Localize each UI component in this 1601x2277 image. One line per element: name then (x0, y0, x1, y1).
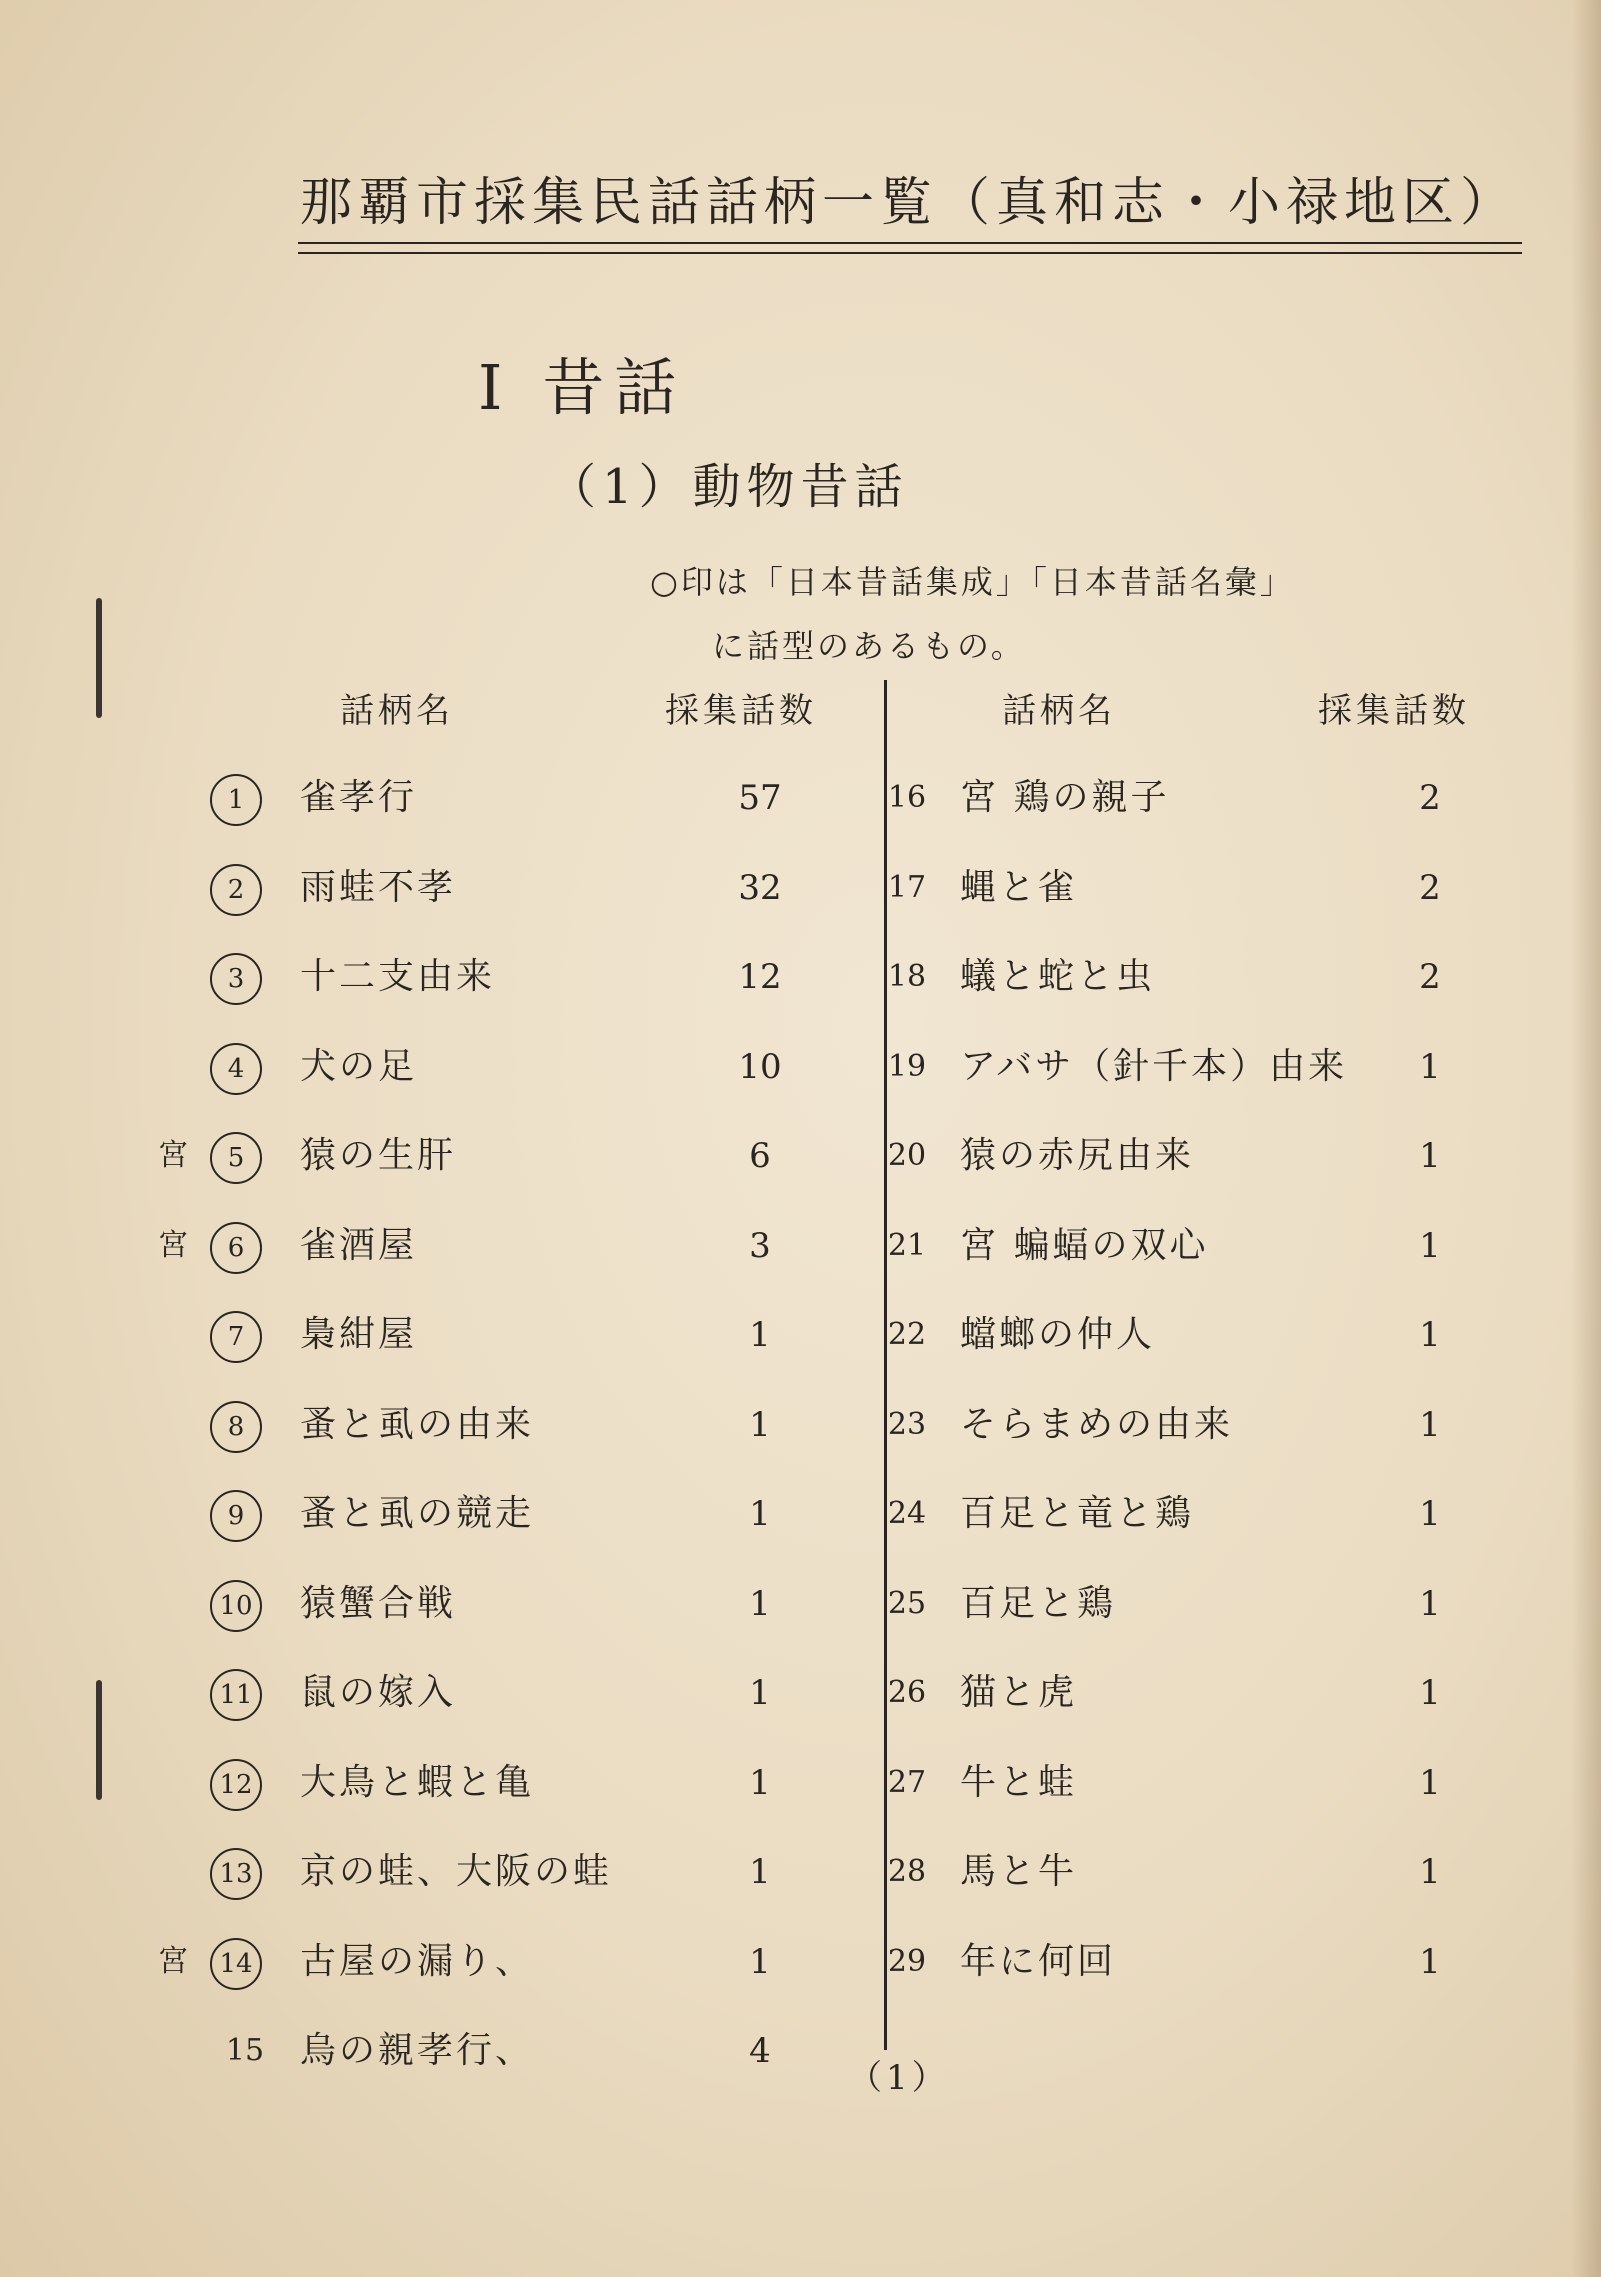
tale-name: 宮 鶏の親子 (960, 777, 1170, 818)
tale-name: 雀孝行 (300, 777, 418, 818)
tale-name: 猫と虎 (960, 1672, 1078, 1713)
annotation-mark: 宮 (158, 1943, 188, 1979)
tale-count: 1 (749, 1762, 771, 1803)
tale-name: 年に何回 (960, 1940, 1117, 1982)
tale-name: 百足と竜と鶏 (960, 1493, 1195, 1534)
tale-name: 蝿と雀 (960, 866, 1078, 908)
tale-count: 3 (749, 1225, 771, 1266)
tale-count: 2 (1419, 957, 1441, 997)
table-row (0, 1126, 1601, 1186)
row-number: 28 (887, 1854, 927, 1889)
tale-count: 1 (749, 1673, 771, 1713)
tale-count: 1 (749, 1852, 771, 1892)
row-number: 18 (887, 959, 927, 994)
tale-name: 百足と鶏 (960, 1582, 1117, 1624)
tale-count: 1 (749, 1404, 771, 1445)
tale-count: 2 (1419, 778, 1441, 818)
page-number: （1） (848, 2058, 950, 2098)
section-heading: Ⅰ 昔話 (478, 351, 687, 424)
row-number: 14 (210, 1938, 262, 1990)
tale-count: 1 (749, 1583, 771, 1624)
tale-name: 大鳥と蝦と亀 (300, 1761, 535, 1803)
row-number: 27 (887, 1764, 927, 1800)
tale-name: 蟷螂の仲人 (960, 1314, 1156, 1355)
table-row (0, 2021, 1601, 2081)
tale-count: 1 (1419, 1225, 1441, 1266)
table-row (0, 858, 1601, 918)
tale-count: 1 (1419, 1673, 1441, 1713)
tale-count: 6 (749, 1136, 771, 1176)
left-header-count: 採集話数 (665, 691, 817, 731)
tale-count: 32 (738, 867, 782, 908)
tale-count: 1 (1419, 1494, 1441, 1534)
right-header-name: 話柄名 (1002, 691, 1116, 731)
row-number: 22 (887, 1317, 927, 1352)
row-number: 26 (887, 1675, 927, 1710)
row-number: 11 (210, 1669, 262, 1721)
table-row (0, 1484, 1601, 1544)
row-number: 9 (210, 1490, 262, 1542)
tale-name: 梟紺屋 (300, 1314, 418, 1355)
legend-note-line1: ○印は「日本昔話集成」「日本昔話名彙」 (650, 563, 1295, 601)
legend-note (650, 550, 1295, 678)
tale-name: 犬の足 (300, 1045, 418, 1087)
tale-count: 1 (749, 1315, 771, 1355)
tale-name: 古屋の漏り、 (300, 1940, 535, 1982)
tale-name: 京の蛙、大阪の蛙 (300, 1851, 613, 1892)
tale-count: 1 (1419, 1136, 1441, 1176)
tale-name: アバサ（針千本）由来 (960, 1045, 1348, 1087)
table-row (0, 768, 1601, 828)
table-row (0, 1842, 1601, 1902)
tale-name: 雀酒屋 (300, 1224, 418, 1266)
row-number: 10 (210, 1580, 262, 1632)
tale-name: 猿蟹合戦 (300, 1582, 457, 1624)
tale-count: 4 (749, 2031, 771, 2071)
table-row (0, 1305, 1601, 1365)
row-number: 17 (887, 869, 927, 905)
tale-count: 1 (1419, 1046, 1441, 1087)
title-underline-double (298, 252, 1522, 254)
row-number: 25 (887, 1585, 927, 1621)
row-number: 29 (887, 1943, 927, 1979)
row-number: 1 (210, 774, 262, 826)
row-number: 19 (887, 1048, 927, 1084)
annotation-mark: 宮 (158, 1138, 188, 1173)
row-number: 6 (210, 1222, 262, 1274)
staple-top (96, 598, 102, 718)
tale-count: 1 (1419, 1583, 1441, 1624)
annotation-mark: 宮 (158, 1227, 188, 1263)
table-row (0, 1753, 1601, 1813)
row-number: 20 (887, 1138, 927, 1173)
tale-count: 1 (1419, 1762, 1441, 1803)
left-header-name: 話柄名 (340, 691, 454, 731)
table-row (0, 1216, 1601, 1276)
tale-count: 1 (749, 1941, 771, 1982)
row-number: 4 (210, 1043, 262, 1095)
row-number: 21 (887, 1227, 927, 1263)
row-number: 12 (210, 1759, 262, 1811)
table-row (0, 1574, 1601, 1634)
tale-name: 蟻と蛇と虫 (960, 956, 1156, 997)
tale-name: 牛と蛙 (960, 1761, 1078, 1803)
row-number: 5 (210, 1132, 262, 1184)
tale-count: 1 (1419, 1315, 1441, 1355)
tale-count: 1 (1419, 1404, 1441, 1445)
row-number: 13 (210, 1848, 262, 1900)
subsection-heading: （1）動物昔話 (548, 459, 909, 515)
table-row (0, 947, 1601, 1007)
tale-count: 1 (1419, 1941, 1441, 1982)
row-number: 15 (225, 2033, 265, 2068)
right-header-count: 採集話数 (1318, 691, 1470, 731)
tale-count: 2 (1419, 867, 1441, 908)
table-row (0, 1932, 1601, 1992)
row-number: 2 (210, 864, 262, 916)
tale-count: 1 (1419, 1852, 1441, 1892)
tale-count: 10 (738, 1046, 782, 1087)
tale-name: 宮 蝙蝠の双心 (960, 1224, 1209, 1266)
tale-name: 猿の生肝 (300, 1135, 457, 1176)
row-number: 8 (210, 1401, 262, 1453)
tale-count: 1 (749, 1494, 771, 1534)
row-number: 16 (887, 780, 927, 815)
tale-name: 馬と牛 (960, 1851, 1078, 1892)
row-number: 24 (887, 1496, 927, 1531)
row-number: 3 (210, 953, 262, 1005)
tale-name: 十二支由来 (300, 956, 496, 997)
tale-name: そらまめの由来 (960, 1403, 1234, 1445)
table-row (0, 1037, 1601, 1097)
tale-count: 12 (738, 957, 782, 997)
tale-count: 57 (738, 778, 782, 818)
tale-name: 雨蛙不孝 (300, 866, 457, 908)
legend-note-line2: に話型のあるもの。 (712, 627, 1026, 665)
row-number: 7 (210, 1311, 262, 1363)
title-underline (298, 242, 1522, 244)
tale-name: 鼠の嫁入 (300, 1672, 457, 1713)
tale-name: 烏の親孝行、 (300, 2030, 535, 2071)
row-number: 23 (887, 1406, 927, 1442)
document-title: 那覇市採集民話話柄一覧（真和志・小禄地区） (300, 173, 1519, 233)
table-row (0, 1395, 1601, 1455)
tale-name: 猿の赤尻由来 (960, 1135, 1195, 1176)
tale-name: 蚤と虱の由来 (300, 1403, 535, 1445)
table-row (0, 1663, 1601, 1723)
tale-name: 蚤と虱の競走 (300, 1493, 535, 1534)
